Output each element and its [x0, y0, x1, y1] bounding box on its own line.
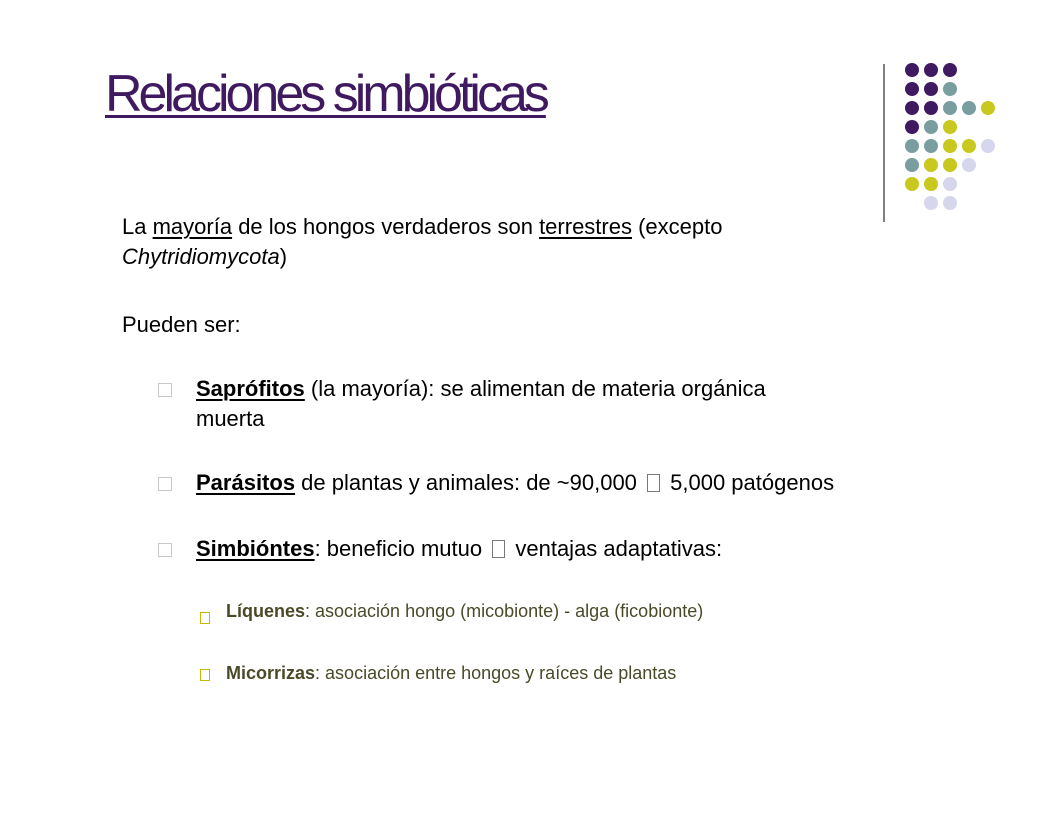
decor-dot — [981, 139, 995, 153]
simbiontes-text-b: ventajas adaptativas: — [509, 536, 723, 561]
pueden-ser-label: Pueden ser: — [122, 312, 241, 337]
sub-item-liquenes — [226, 598, 703, 624]
bullet-parasitos — [196, 468, 834, 498]
bullet-saprofitos-line-1 — [196, 374, 766, 404]
decor-dot — [943, 63, 957, 77]
intro-prefix: La — [122, 214, 153, 239]
liquenes-text: : asociación hongo (micobionte) - alga (ficobionte) — [305, 601, 704, 621]
decor-dot — [924, 120, 938, 134]
decor-dot — [943, 177, 957, 191]
sub-item-micorrizas — [226, 660, 676, 686]
sub-bullet-marker — [200, 669, 210, 681]
term-parasitos: Parásitos — [196, 470, 296, 495]
decor-dot — [962, 158, 976, 172]
bullet-simbiontes — [196, 534, 722, 564]
arrow-glyph-icon — [647, 474, 660, 492]
sub-bullet-marker — [200, 612, 210, 624]
decor-dot — [924, 177, 938, 191]
decor-dot — [905, 101, 919, 115]
decor-dot — [924, 196, 938, 210]
decor-dot — [905, 82, 919, 96]
saprofitos-text: (la mayoría): se alimentan de materia orgánica — [304, 376, 766, 401]
intro-emphasis-terrestres: terrestres — [539, 214, 632, 239]
decor-dot — [924, 101, 938, 115]
intro-middle: de los hongos verdaderos son — [232, 214, 540, 239]
term-liquenes: Líquenes — [226, 601, 306, 621]
decor-dot — [905, 177, 919, 191]
intro-chytridiomycota: Chytridiomycota — [122, 244, 280, 269]
decor-dot — [905, 120, 919, 134]
intro-line2-suffix: ) — [279, 244, 288, 269]
decor-dot — [943, 120, 957, 134]
intro-line-1 — [122, 212, 722, 242]
intro-line-2 — [122, 242, 287, 272]
slide-title: Relaciones simbióticas — [105, 65, 546, 123]
micorrizas-text: : asociación entre hongos y raíces de plantas — [315, 663, 677, 683]
decor-dot — [905, 139, 919, 153]
simbiontes-text-a: : beneficio mutuo — [314, 536, 489, 561]
parasitos-text-b: 5,000 patógenos — [664, 470, 835, 495]
decor-dot — [943, 196, 957, 210]
decor-dot — [962, 139, 976, 153]
bullet-marker — [158, 383, 172, 397]
term-saprofitos: Saprófitos — [196, 376, 305, 401]
bullet-saprofitos-line-2: muerta — [196, 406, 265, 431]
intro-emphasis-mayoria: mayoría — [152, 214, 233, 239]
decor-dot — [981, 101, 995, 115]
bullet-marker — [158, 543, 172, 557]
decor-dot — [962, 101, 976, 115]
term-micorrizas: Micorrizas — [226, 663, 316, 683]
decor-dot — [943, 101, 957, 115]
decor-dot — [943, 82, 957, 96]
decor-dot — [905, 158, 919, 172]
decor-dot — [924, 82, 938, 96]
intro-suffix: (excepto — [631, 214, 723, 239]
bullet-marker — [158, 477, 172, 491]
decor-dot — [924, 139, 938, 153]
decor-dot — [943, 158, 957, 172]
vertical-divider — [883, 64, 885, 222]
decor-dot — [905, 63, 919, 77]
decor-dot — [924, 63, 938, 77]
term-simbiontes: Simbióntes — [196, 536, 315, 561]
decor-dot — [924, 158, 938, 172]
arrow-glyph-icon — [492, 540, 505, 558]
decor-dot — [943, 139, 957, 153]
parasitos-text-a: de plantas y animales: de ~90,000 — [295, 470, 644, 495]
